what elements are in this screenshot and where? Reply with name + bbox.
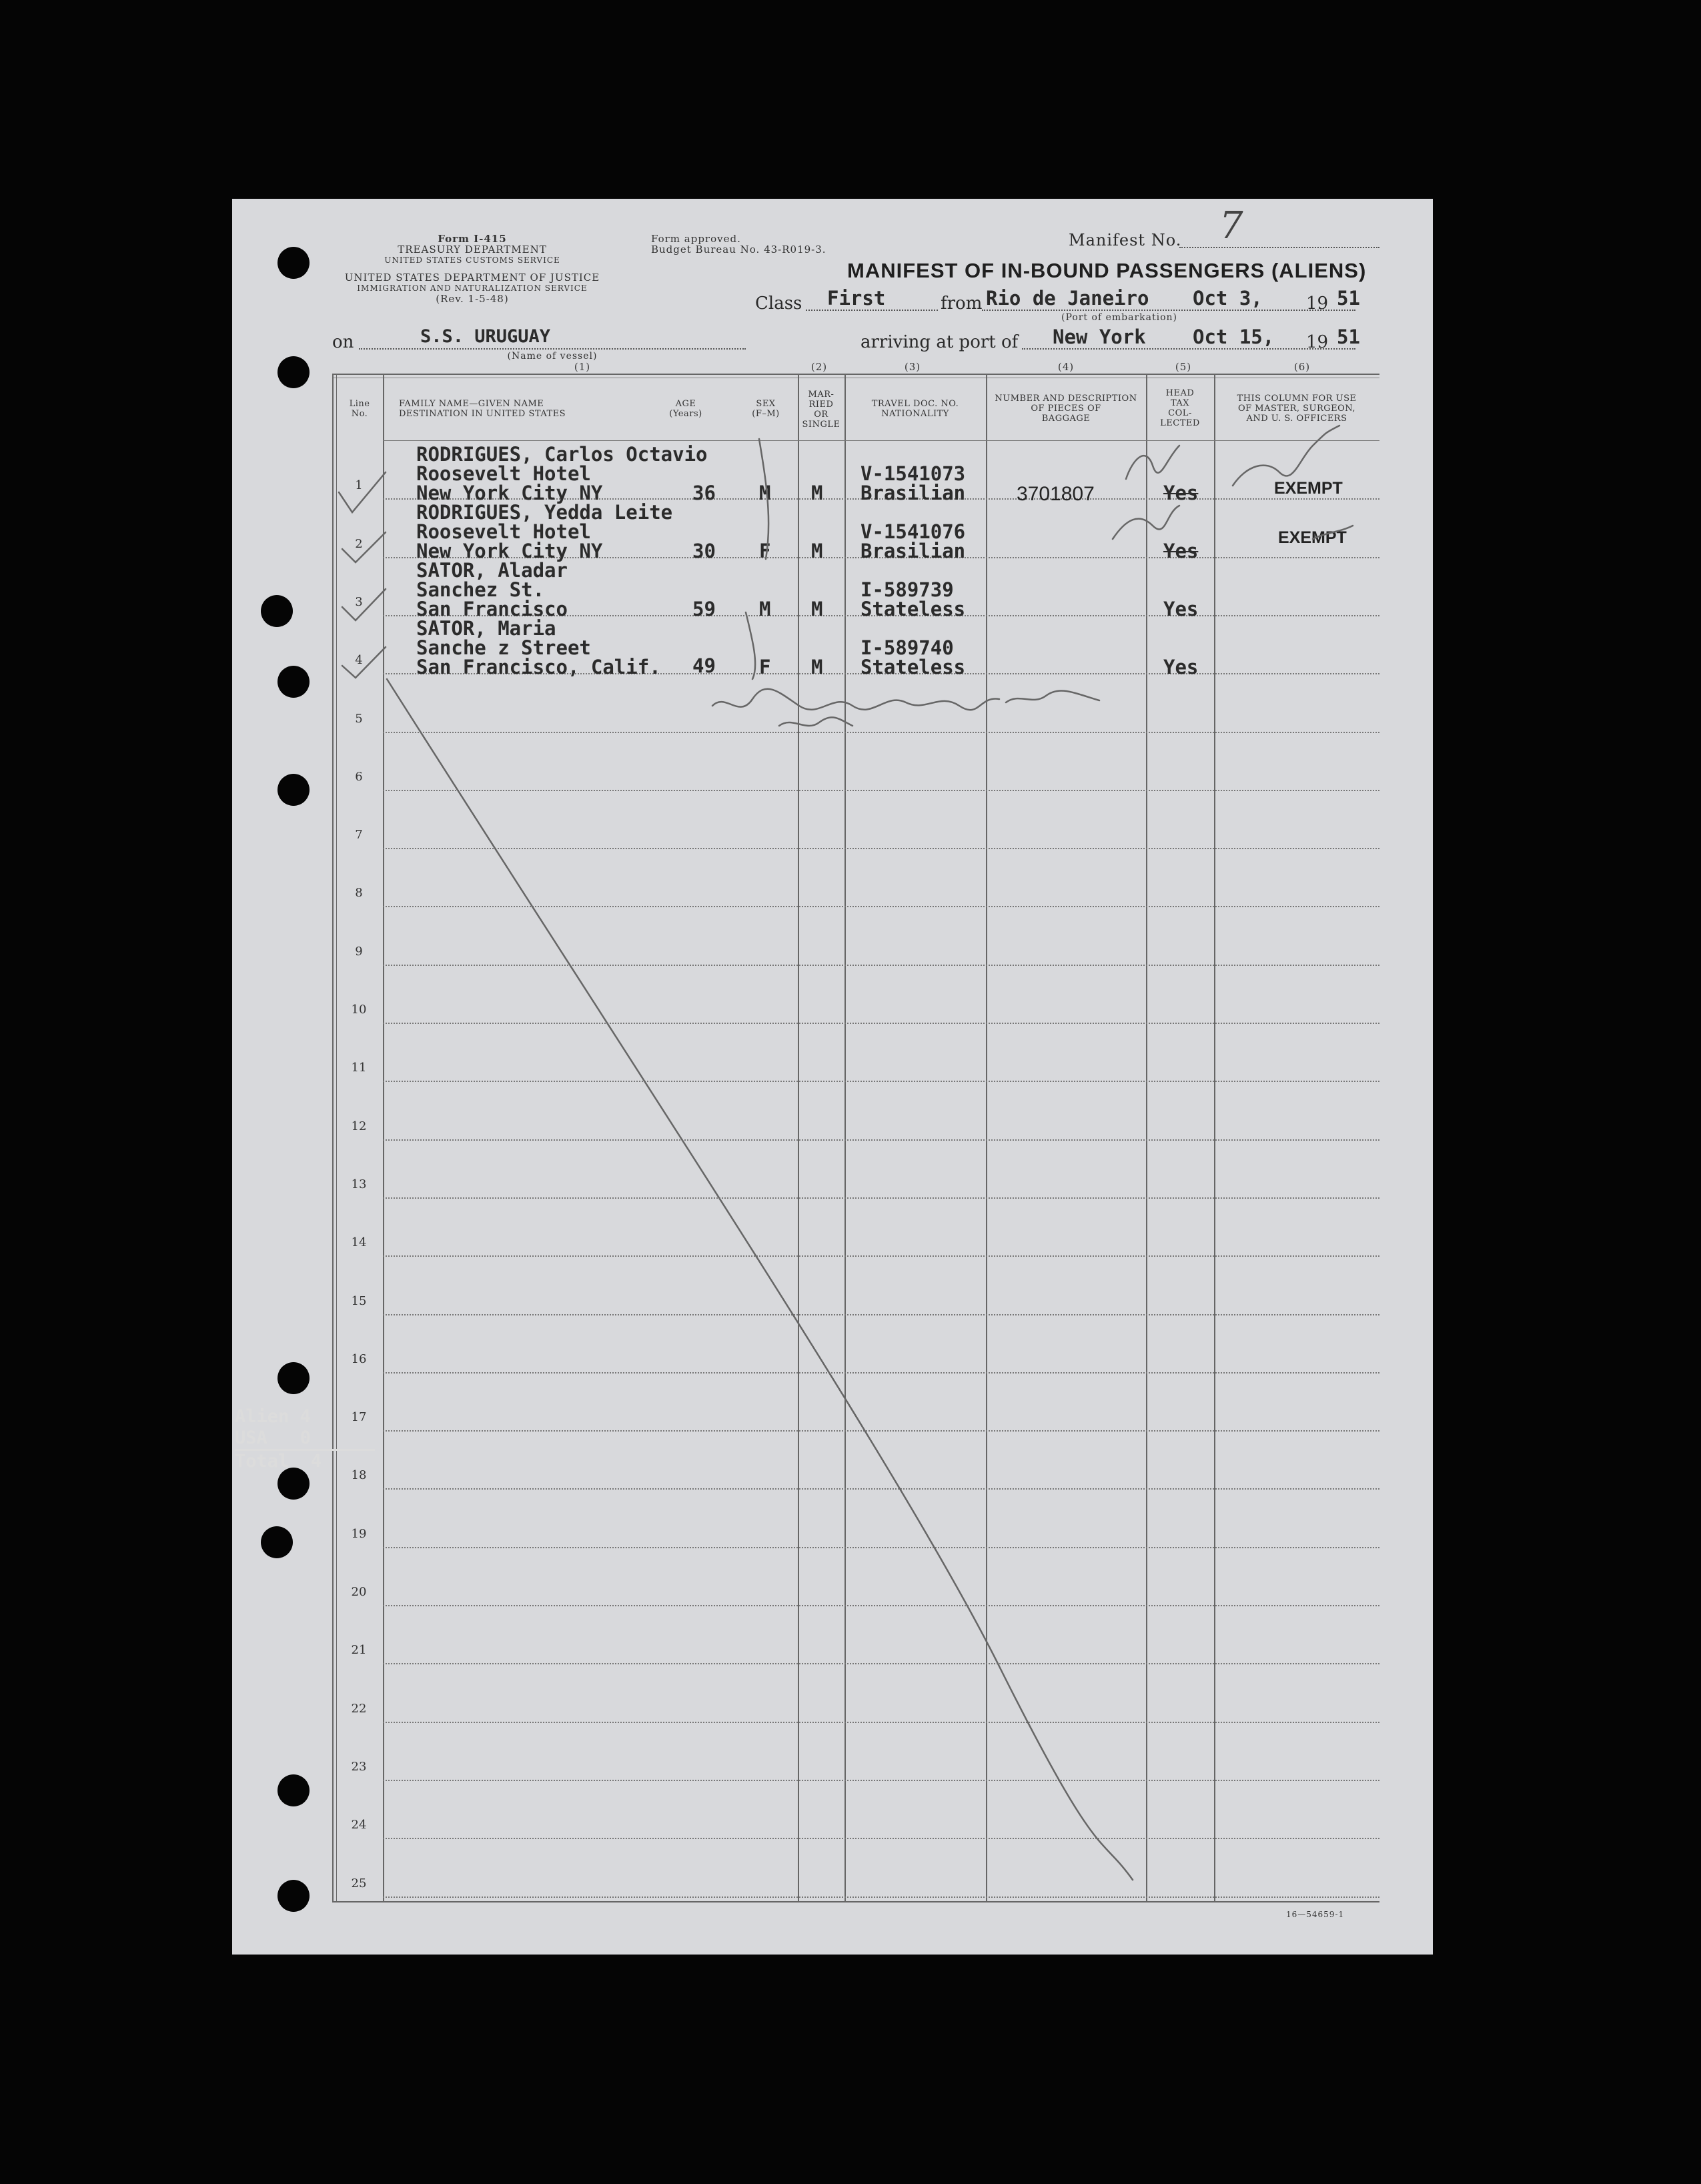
passenger-nationality: Stateless: [861, 598, 966, 620]
header-sex: SEX (F–M): [752, 399, 780, 419]
arrival-year: 51: [1337, 326, 1360, 348]
class-value: First: [827, 287, 886, 310]
passenger-age: 49: [692, 654, 716, 677]
passenger-head-tax: Yes: [1163, 598, 1199, 620]
header-travel-doc: TRAVEL DOC. NO. NATIONALITY: [871, 399, 959, 419]
dept-customs: UNITED STATES CUSTOMS SERVICE: [384, 255, 560, 265]
passenger-sex: F: [759, 656, 771, 678]
passenger-dest1: Roosevelt Hotel: [416, 462, 591, 485]
line-number: 25: [351, 1876, 367, 1890]
footer-code: 16—54659-1: [1286, 1910, 1345, 1919]
line-number: 5: [355, 712, 363, 726]
line-number: 21: [351, 1643, 367, 1657]
passenger-dest1: Sanchez St.: [416, 578, 545, 601]
pencil-initials: [1113, 506, 1179, 539]
header-head-tax: HEAD TAX COL- LECTED: [1160, 388, 1200, 428]
passenger-dest2: New York City NY: [416, 540, 603, 562]
passenger-head-tax: Yes: [1163, 540, 1199, 562]
passenger-head-tax: Yes: [1163, 482, 1199, 504]
tally-usa-label: USA: [235, 1428, 267, 1448]
passenger-marital: M: [811, 598, 823, 620]
line-number: 23: [351, 1760, 367, 1774]
tally-box: [235, 1406, 382, 1472]
dept-treasury: TREASURY DEPARTMENT: [398, 243, 547, 255]
passenger-age: 59: [692, 598, 716, 620]
passenger-sex: M: [759, 482, 771, 504]
passenger-doc: V-1541073: [861, 462, 966, 485]
passenger-nationality: Brasilian: [861, 482, 966, 504]
tally-alien: 4: [300, 1406, 311, 1427]
line-number: 15: [351, 1294, 367, 1308]
check-mark: [342, 647, 386, 678]
arrival-port: New York: [1053, 326, 1146, 348]
pencil-annotations: [232, 199, 1433, 1955]
header-marital: MAR- RIED OR SINGLE: [802, 390, 840, 430]
line-number: 11: [351, 1061, 367, 1075]
passenger-doc: I-589739: [861, 578, 954, 601]
passenger-marital: M: [811, 482, 823, 504]
form-approved: Form approved.: [651, 233, 741, 245]
line-number: 4: [355, 653, 363, 667]
class-label: Class: [755, 294, 802, 314]
passenger-marital: M: [811, 540, 823, 562]
manifest-number-label: Manifest No.: [1069, 231, 1182, 249]
passenger-officer-note: EXEMPT: [1278, 528, 1347, 547]
col-num-6: (6): [1293, 361, 1311, 373]
passenger-head-tax: Yes: [1163, 656, 1199, 678]
header-age: AGE (Years): [669, 399, 702, 419]
check-mark: [342, 589, 386, 620]
inspector-signature: [779, 717, 853, 726]
line-number: 1: [355, 478, 363, 492]
col-num-2: (2): [810, 361, 828, 373]
passenger-doc: I-589740: [861, 636, 954, 659]
check-mark: [339, 472, 386, 512]
pencil-mark: [759, 439, 771, 562]
passenger-name: RODRIGUES, Yedda Leite: [416, 501, 673, 524]
line-number: 14: [351, 1235, 367, 1249]
line-number: 22: [351, 1702, 367, 1716]
form-number: Form I-415: [438, 233, 507, 245]
tally-total: 4: [310, 1451, 322, 1472]
col-num-3: (3): [904, 361, 921, 373]
passenger-officer-note: EXEMPT: [1274, 479, 1343, 498]
line-number: 8: [355, 886, 363, 900]
pencil-initials: [1233, 426, 1339, 486]
from-label: from: [941, 294, 983, 314]
passenger-age: 30: [692, 540, 716, 562]
line-number: 10: [351, 1003, 367, 1017]
check-mark: [342, 532, 386, 562]
port-caption: (Port of embarkation): [1061, 312, 1177, 323]
col-num-1: (1): [574, 361, 591, 373]
passenger-dest2: San Francisco, Calif.: [416, 656, 661, 678]
line-number: 18: [351, 1468, 367, 1482]
passenger-dest1: Roosevelt Hotel: [416, 520, 591, 543]
manifest-page: [232, 199, 1433, 1955]
embarkation-year-prefix: 19: [1306, 294, 1329, 314]
form-revision: (Rev. 1-5-48): [436, 293, 509, 305]
embarkation-year: 51: [1337, 287, 1360, 310]
pencil-mark: [746, 612, 755, 679]
col-num-4: (4): [1057, 361, 1075, 373]
dept-immigration: IMMIGRATION AND NATURALIZATION SERVICE: [357, 284, 588, 293]
vessel-caption: (Name of vessel): [507, 351, 598, 362]
passenger-sex: F: [759, 540, 771, 562]
pencil-initials: [1313, 526, 1353, 539]
tally-usa: 0: [300, 1428, 311, 1448]
embarkation-date: Oct 3,: [1193, 287, 1263, 310]
inspector-signature: [712, 689, 999, 710]
line-number: 2: [355, 537, 363, 551]
passenger-marital: M: [811, 656, 823, 678]
passenger-doc: V-1541076: [861, 520, 966, 543]
passenger-baggage: 3701807: [1017, 483, 1095, 505]
budget-bureau: Budget Bureau No. 43-R019-3.: [651, 243, 826, 255]
dept-justice: UNITED STATES DEPARTMENT OF JUSTICE: [344, 271, 600, 284]
line-number: 12: [351, 1119, 367, 1133]
passenger-dest2: New York City NY: [416, 482, 603, 504]
passenger-name: SATOR, Aladar: [416, 559, 568, 582]
tally-total-label: Total: [235, 1451, 290, 1472]
passenger-dest1: Sanche z Street: [416, 636, 591, 659]
header-baggage: NUMBER AND DESCRIPTION OF PIECES OF BAGGAGE: [995, 394, 1137, 424]
header-officers: THIS COLUMN FOR USE OF MASTER, SURGEON, AND U. S. OFFICERS: [1237, 394, 1357, 424]
line-number: 19: [351, 1527, 367, 1541]
header-name: FAMILY NAME—GIVEN NAME DESTINATION IN UNITED STATES: [399, 399, 566, 419]
col-num-5: (5): [1175, 361, 1192, 373]
tally-alien-label: Alien: [235, 1406, 290, 1427]
manifest-title: MANIFEST OF IN-BOUND PASSENGERS (ALIENS): [847, 259, 1367, 282]
arriving-label: arriving at port of: [861, 332, 1019, 352]
passenger-name: SATOR, Maria: [416, 617, 556, 640]
pencil-initials: [1126, 446, 1179, 479]
line-number: 16: [351, 1352, 367, 1366]
inspector-signature: [1006, 690, 1099, 702]
passenger-name: RODRIGUES, Carlos Octavio: [416, 443, 708, 466]
diagonal-cancel-line: [387, 679, 1133, 1880]
line-number: 3: [355, 595, 363, 609]
header-line-no: Line No.: [349, 399, 370, 419]
arrival-year-prefix: 19: [1306, 332, 1329, 352]
line-number: 17: [351, 1410, 367, 1424]
line-number: 9: [355, 945, 363, 959]
passenger-nationality: Brasilian: [861, 540, 966, 562]
passenger-dest2: San Francisco: [416, 598, 568, 620]
line-number: 24: [351, 1818, 367, 1832]
passenger-sex: M: [759, 598, 771, 620]
line-number: 20: [351, 1585, 367, 1599]
passenger-nationality: Stateless: [861, 656, 966, 678]
embarkation-port: Rio de Janeiro: [986, 287, 1149, 310]
line-number: 13: [351, 1177, 367, 1191]
manifest-number-value: 7: [1219, 204, 1243, 247]
line-number: 7: [355, 828, 363, 842]
on-label: on: [332, 332, 354, 352]
vessel-name: S.S. URUGUAY: [420, 326, 551, 347]
passenger-age: 36: [692, 482, 716, 504]
line-number: 6: [355, 770, 363, 784]
arrival-date: Oct 15,: [1193, 326, 1275, 348]
